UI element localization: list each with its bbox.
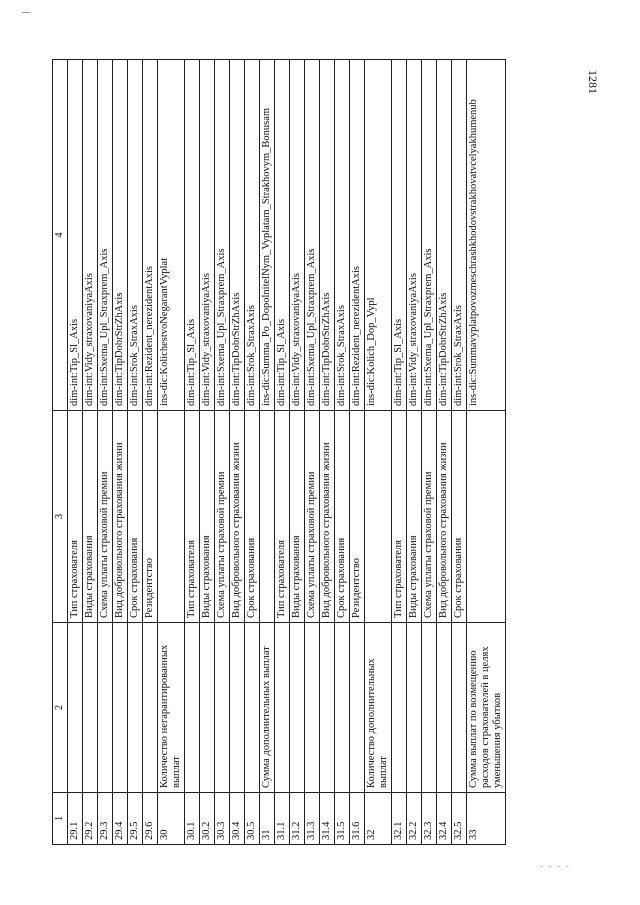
- dimension-name-cell: [158, 411, 185, 623]
- indicator-name-cell: [68, 623, 83, 793]
- element-code-cell: dim-int:Tip_Sl_Axis: [185, 60, 200, 411]
- rotated-table-container: [52, 60, 572, 845]
- table-row: [245, 60, 260, 845]
- row-number-cell: 29.2: [83, 793, 98, 845]
- element-code-cell: dim-int:Srok_StraxAxis: [452, 60, 467, 411]
- element-code-cell: dim-int:Sxema_Upl_Straxprem_Axis: [422, 60, 437, 411]
- element-code-cell: dim-int:Tip_Sl_Axis: [68, 60, 83, 411]
- table-row: [320, 60, 335, 845]
- xbrl-mapping-table: [52, 59, 506, 845]
- row-number-cell: 32.1: [392, 793, 407, 845]
- indicator-name-cell: [245, 623, 260, 793]
- dimension-name-cell: Вид добровольного страхования жизни: [320, 411, 335, 623]
- indicator-name-cell: [305, 623, 320, 793]
- indicator-name-cell: [350, 623, 365, 793]
- row-number-cell: 33: [467, 793, 506, 845]
- row-number-cell: 30: [158, 793, 185, 845]
- row-number-cell: 32.3: [422, 793, 437, 845]
- header-row: [53, 60, 68, 845]
- header-col-3: 3: [53, 411, 68, 623]
- dimension-name-cell: Вид добровольного страхования жизни: [230, 411, 245, 623]
- table-row: [185, 60, 200, 845]
- scan-mark: [22, 12, 30, 13]
- element-code-cell: dim-int:Vidy_straxovaniyaAxis: [290, 60, 305, 411]
- row-number-cell: 29.1: [68, 793, 83, 845]
- row-number-cell: 31.2: [290, 793, 305, 845]
- dimension-name-cell: Тип страхователя: [68, 411, 83, 623]
- row-number-cell: 30.3: [215, 793, 230, 845]
- indicator-name-cell: [335, 623, 350, 793]
- table-row: [437, 60, 452, 845]
- dimension-name-cell: Срок страхования: [335, 411, 350, 623]
- table-row: [290, 60, 305, 845]
- table-row: [407, 60, 422, 845]
- table-row: [230, 60, 245, 845]
- header-col-1: 1: [53, 793, 68, 845]
- table-row: [305, 60, 320, 845]
- row-number-cell: 30.1: [185, 793, 200, 845]
- dimension-name-cell: Срок страхования: [245, 411, 260, 623]
- element-code-cell: ins-dic:Kolich_Dop_Vypl: [365, 60, 392, 411]
- element-code-cell: ins-dic:KolichestvoNegarantVyplat: [158, 60, 185, 411]
- indicator-name-cell: [143, 623, 158, 793]
- element-code-cell: dim-int:TipDobrStrZhAxis: [320, 60, 335, 411]
- indicator-name-cell: [185, 623, 200, 793]
- dimension-name-cell: Виды страхования: [200, 411, 215, 623]
- dimension-name-cell: Срок страхования: [128, 411, 143, 623]
- element-code-cell: dim-int:Sxema_Upl_Straxprem_Axis: [98, 60, 113, 411]
- row-number-cell: 31.1: [275, 793, 290, 845]
- table-row: [128, 60, 143, 845]
- table-row: [422, 60, 437, 845]
- row-number-cell: 32.2: [407, 793, 422, 845]
- element-code-cell: dim-int:Vidy_straxovaniyaAxis: [407, 60, 422, 411]
- row-number-cell: 32.5: [452, 793, 467, 845]
- row-number-cell: 30.5: [245, 793, 260, 845]
- indicator-name-cell: [437, 623, 452, 793]
- dimension-name-cell: Вид добровольного страхования жизни: [437, 411, 452, 623]
- row-number-cell: 31.3: [305, 793, 320, 845]
- row-number-cell: 32: [365, 793, 392, 845]
- row-number-cell: 31.4: [320, 793, 335, 845]
- element-code-cell: dim-int:Tip_Sl_Axis: [392, 60, 407, 411]
- dimension-name-cell: [467, 411, 506, 623]
- indicator-name-cell: [200, 623, 215, 793]
- element-code-cell: dim-int:TipDobrStrZhAxis: [230, 60, 245, 411]
- dimension-name-cell: [365, 411, 392, 623]
- element-code-cell: ins-dic:Summavyplatpovozmeschrashkhodovstrakhovatvcelyakhumenub: [467, 60, 506, 411]
- element-code-cell: dim-int:Srok_StraxAxis: [335, 60, 350, 411]
- row-number-cell: 29.6: [143, 793, 158, 845]
- dimension-name-cell: Схема уплаты страховой премии: [215, 411, 230, 623]
- dimension-name-cell: Виды страхования: [83, 411, 98, 623]
- table-row: [392, 60, 407, 845]
- indicator-name-cell: Сумма выплат по возмещению расходов страхователей в целях уменьшения убытков: [467, 623, 506, 793]
- row-number-cell: 31: [260, 793, 275, 845]
- dimension-name-cell: Срок страхования: [452, 411, 467, 623]
- indicator-name-cell: [290, 623, 305, 793]
- element-code-cell: dim-int:Srok_StraxAxis: [128, 60, 143, 411]
- indicator-name-cell: [320, 623, 335, 793]
- element-code-cell: dim-int:Sxema_Upl_Straxprem_Axis: [305, 60, 320, 411]
- row-number-cell: 30.4: [230, 793, 245, 845]
- row-number-cell: 30.2: [200, 793, 215, 845]
- indicator-name-cell: [98, 623, 113, 793]
- table-row: [335, 60, 350, 845]
- element-code-cell: dim-int:Rezident_nerezidentAxis: [350, 60, 365, 411]
- indicator-name-cell: [452, 623, 467, 793]
- dimension-name-cell: Тип страхователя: [275, 411, 290, 623]
- indicator-name-cell: [230, 623, 245, 793]
- header-col-2: 2: [53, 623, 68, 793]
- table-row: [98, 60, 113, 845]
- row-number-cell: 29.3: [98, 793, 113, 845]
- indicator-name-cell: [422, 623, 437, 793]
- element-code-cell: dim-int:Srok_StraxAxis: [245, 60, 260, 411]
- dimension-name-cell: Схема уплаты страховой премии: [422, 411, 437, 623]
- table-row: [350, 60, 365, 845]
- dimension-name-cell: Виды страхования: [290, 411, 305, 623]
- element-code-cell: ins-dic:Summa_Po_DopolnitelNym_Vyplatam_Strakhovym_Bonusam: [260, 60, 275, 411]
- table-row: [215, 60, 230, 845]
- dimension-name-cell: Схема уплаты страховой премии: [305, 411, 320, 623]
- table-row: [200, 60, 215, 845]
- indicator-name-cell: [392, 623, 407, 793]
- dimension-name-cell: Виды страхования: [407, 411, 422, 623]
- dimension-name-cell: [260, 411, 275, 623]
- table-row: [365, 60, 392, 845]
- element-code-cell: dim-int:TipDobrStrZhAxis: [113, 60, 128, 411]
- row-number-cell: 31.6: [350, 793, 365, 845]
- dimension-name-cell: Тип страхователя: [185, 411, 200, 623]
- indicator-name-cell: [215, 623, 230, 793]
- header-col-4: 4: [53, 60, 68, 411]
- indicator-name-cell: Количество дополнительных выплат: [365, 623, 392, 793]
- dimension-name-cell: Резидентство: [350, 411, 365, 623]
- table-row: [452, 60, 467, 845]
- element-code-cell: dim-int:Rezident_nerezidentAxis: [143, 60, 158, 411]
- dimension-name-cell: Вид добровольного страхования жизни: [113, 411, 128, 623]
- table-row: [275, 60, 290, 845]
- indicator-name-cell: [128, 623, 143, 793]
- table-row: [83, 60, 98, 845]
- table-body: [68, 60, 506, 845]
- table-row: [143, 60, 158, 845]
- element-code-cell: dim-int:Vidy_straxovaniyaAxis: [83, 60, 98, 411]
- indicator-name-cell: [113, 623, 128, 793]
- table-row: [158, 60, 185, 845]
- dimension-name-cell: Резидентство: [143, 411, 158, 623]
- element-code-cell: dim-int:Sxema_Upl_Straxprem_Axis: [215, 60, 230, 411]
- table-row: [467, 60, 506, 845]
- element-code-cell: dim-int:Vidy_straxovaniyaAxis: [200, 60, 215, 411]
- table-row: [260, 60, 275, 845]
- indicator-name-cell: [83, 623, 98, 793]
- table-row: [113, 60, 128, 845]
- dimension-name-cell: Тип страхователя: [392, 411, 407, 623]
- table-row: [68, 60, 83, 845]
- row-number-cell: 29.5: [128, 793, 143, 845]
- indicator-name-cell: [275, 623, 290, 793]
- indicator-name-cell: [407, 623, 422, 793]
- row-number-cell: 32.4: [437, 793, 452, 845]
- indicator-name-cell: Количество негарантированных выплат: [158, 623, 185, 793]
- indicator-name-cell: Сумма дополнительных выплат: [260, 623, 275, 793]
- scan-artifact: - - - -: [540, 862, 571, 871]
- element-code-cell: dim-int:TipDobrStrZhAxis: [437, 60, 452, 411]
- dimension-name-cell: Схема уплаты страховой премии: [98, 411, 113, 623]
- element-code-cell: dim-int:Tip_Sl_Axis: [275, 60, 290, 411]
- row-number-cell: 31.5: [335, 793, 350, 845]
- page-number: 1281: [586, 70, 600, 94]
- row-number-cell: 29.4: [113, 793, 128, 845]
